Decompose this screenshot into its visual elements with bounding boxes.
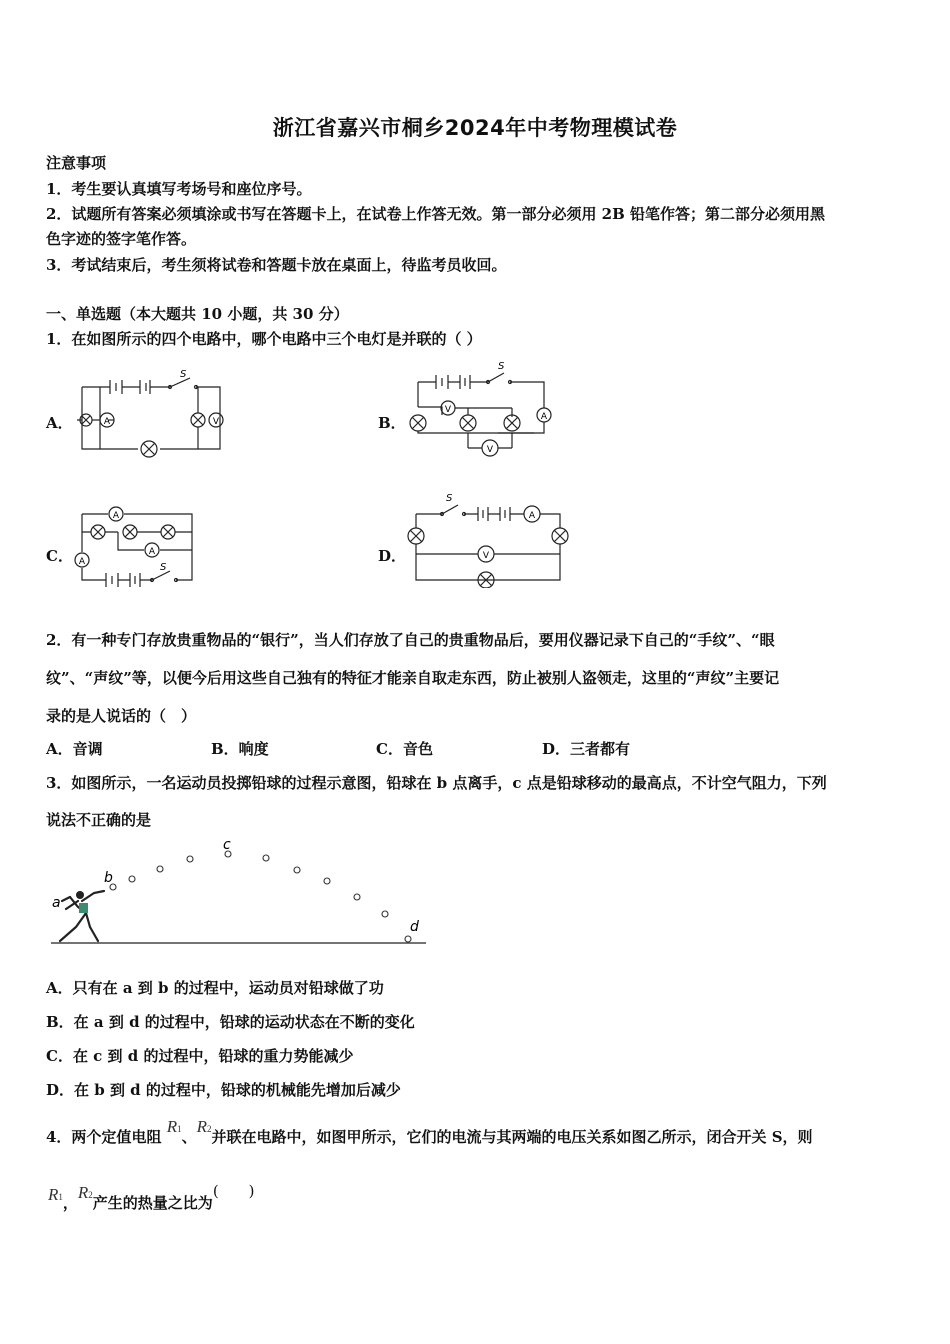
q2-line-2: 纹”、“声纹”等，以便今后用这些自己独有的特征才能亲自取走东西，防止被别人盗领走，这里的“声纹”主要记 bbox=[46, 669, 780, 687]
label-b: b bbox=[104, 870, 113, 886]
q4-suffix: 并联在电路中，如图甲所示，它们的电流与其两端的电压关系如图乙所示，闭合开关 S，则 bbox=[211, 1128, 813, 1146]
q3-option-c: C．在 c 到 d 的过程中，铅球的重力势能减少 bbox=[46, 1047, 354, 1065]
r2-letter: R bbox=[196, 1117, 207, 1136]
athlete-silhouette bbox=[60, 891, 104, 941]
notice-heading: 注意事项 bbox=[46, 154, 107, 172]
r2-symbol-2 bbox=[78, 1183, 93, 1202]
label-d: d bbox=[410, 919, 419, 935]
circuit-c-switch-label: S bbox=[160, 562, 167, 573]
circuit-c-ammeter-label-1: A bbox=[112, 511, 120, 521]
circuit-d-switch-label: S bbox=[446, 493, 453, 504]
circuit-a-diagram bbox=[70, 365, 230, 465]
circuit-b-voltmeter-label-1: V bbox=[444, 405, 452, 415]
trajectory-point-d bbox=[405, 936, 411, 942]
page-title: 浙江省嘉兴市桐乡2024年中考物理模试卷 bbox=[272, 116, 678, 140]
q2-line-3: 录的是人说话的（ ） bbox=[46, 707, 197, 725]
q4-end: 产生的热量之比为 bbox=[92, 1194, 213, 1212]
q1-stem: 1．在如图所示的四个电路中，哪个电路中三个电灯是并联的（ ） bbox=[46, 330, 482, 348]
q4-prefix: 4．两个定值电阻 bbox=[46, 1128, 162, 1146]
circuit-c-diagram bbox=[68, 500, 208, 595]
q4-line-1 bbox=[46, 1117, 813, 1147]
q3-option-d: D．在 b 到 d 的过程中，铅球的机械能先增加后减少 bbox=[46, 1081, 401, 1099]
section-heading: 一、单选题（本大题共 10 小题，共 30 分） bbox=[46, 305, 349, 323]
circuit-c-ammeter-label-3: A bbox=[78, 557, 86, 567]
circuit-c-ammeter-label-2: A bbox=[148, 547, 156, 557]
label-c: c bbox=[223, 837, 231, 853]
q4-answer-paren: ( ) bbox=[212, 1182, 255, 1200]
r2-subscript-2: 2 bbox=[88, 1190, 93, 1200]
shot-put-figure bbox=[46, 835, 436, 950]
trajectory-point bbox=[263, 855, 269, 861]
trajectory-point bbox=[294, 867, 300, 873]
q3-line-2: 说法不正确的是 bbox=[46, 811, 152, 829]
trajectory-point bbox=[157, 866, 163, 872]
circuit-a-switch-label: S bbox=[180, 369, 187, 380]
trajectory-point bbox=[187, 856, 193, 862]
r2-symbol bbox=[197, 1117, 212, 1136]
circuit-d-ammeter-label: A bbox=[528, 511, 536, 521]
notice-item-1: 1．考生要认真填写考场号和座位序号。 bbox=[46, 180, 312, 198]
r1-letter: R bbox=[166, 1117, 178, 1136]
circuit-b-voltmeter-label-2: V bbox=[486, 445, 494, 455]
r2-subscript: 2 bbox=[206, 1124, 212, 1134]
q1-label-a: A． bbox=[46, 414, 73, 432]
q1-label-b: B． bbox=[378, 414, 406, 432]
q4-line-2 bbox=[48, 1182, 255, 1213]
q2-option-b: B．响度 bbox=[211, 740, 269, 758]
r1-symbol-2 bbox=[48, 1185, 63, 1204]
q2-line-1: 2．有一种专门存放贵重物品的“银行”，当人们存放了自己的贵重物品后，要用仪器记录下自己的“手纹”、“眼 bbox=[46, 631, 775, 649]
q2-option-c: C．音色 bbox=[376, 740, 433, 758]
circuit-b-diagram bbox=[398, 355, 558, 465]
q4-mid: 、 bbox=[181, 1128, 197, 1146]
r1-letter-2: R bbox=[48, 1185, 59, 1204]
trajectory-point bbox=[382, 911, 388, 917]
circuit-b-ammeter-label: A bbox=[540, 412, 548, 422]
circuit-a-voltmeter-label: V bbox=[212, 417, 220, 427]
q1-label-d: D． bbox=[378, 547, 407, 565]
q2-option-d: D．三者都有 bbox=[542, 740, 631, 758]
circuit-a-ammeter-label: A bbox=[103, 417, 111, 427]
notice-item-3: 3．考试结束后，考生须将试卷和答题卡放在桌面上，待监考员收回。 bbox=[46, 256, 507, 274]
circuit-b-switch-label: S bbox=[498, 361, 505, 372]
q1-label-c: C． bbox=[46, 547, 73, 565]
label-a: a bbox=[52, 895, 61, 911]
r1-symbol bbox=[167, 1117, 182, 1136]
trajectory-point bbox=[129, 876, 135, 882]
r2-letter-2: R bbox=[77, 1183, 89, 1202]
q4-sep: ， bbox=[62, 1194, 78, 1212]
trajectory-point bbox=[324, 878, 330, 884]
q3-option-b: B．在 a 到 d 的过程中，铅球的运动状态在不断的变化 bbox=[46, 1013, 415, 1031]
circuit-d-diagram bbox=[402, 488, 574, 588]
notice-item-2: 2．试题所有答案必须填涂或书写在答题卡上，在试卷上作答无效。第一部分必须用 2B 铅笔作答；第二部分必须用黑 bbox=[46, 205, 826, 223]
notice-item-2-cont: 色字迹的签字笔作答。 bbox=[46, 230, 197, 248]
r1-subscript-2: 1 bbox=[58, 1192, 63, 1202]
q2-option-a: A．音调 bbox=[46, 740, 103, 758]
q3-line-1: 3．如图所示，一名运动员投掷铅球的过程示意图，铅球在 b 点离手，c 点是铅球移动的最高点，不计空气阻力，下列 bbox=[46, 774, 827, 792]
r1-subscript: 1 bbox=[177, 1124, 182, 1134]
q3-option-a: A．只有在 a 到 b 的过程中，运动员对铅球做了功 bbox=[46, 979, 384, 997]
trajectory-point bbox=[354, 894, 360, 900]
circuit-d-voltmeter-label: V bbox=[482, 551, 490, 561]
